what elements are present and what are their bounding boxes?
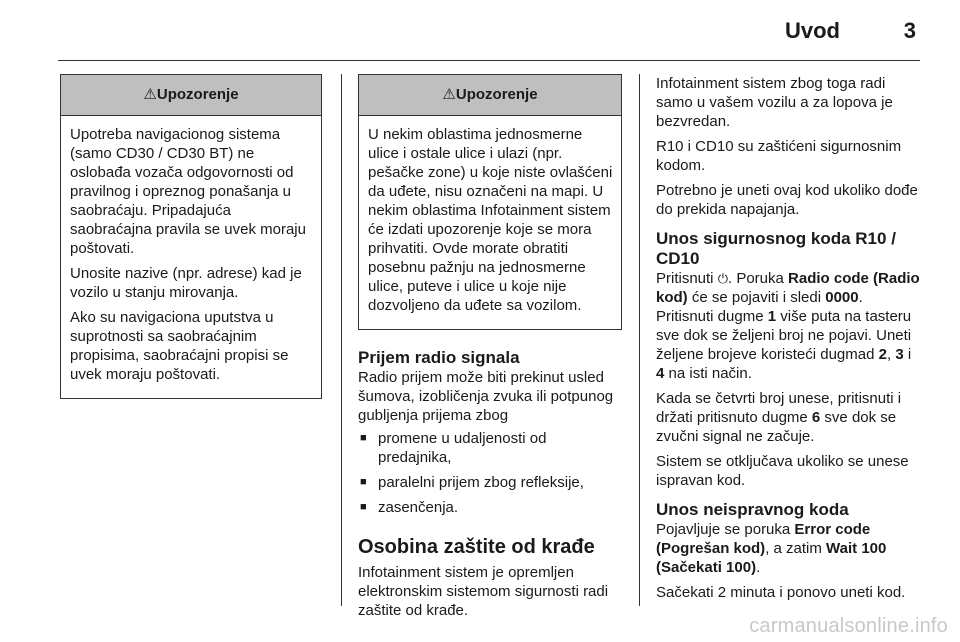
section-heading: Unos neispravnog koda <box>656 500 849 519</box>
warning-header <box>359 75 621 116</box>
section-heading: Osobina zaštite od krađe <box>358 536 595 558</box>
section-heading: Prijem radio signala <box>358 348 520 367</box>
warning-paragraph: U nekim oblastima jednosmerne ulice i ostale ulice i ulazi (npr. pešačke zone) u koje niste ovlašćeni da uđete, nisu označeni na mapi. U nekim oblastima Infotainment sistem će izdati upozorenje koje se mora prihvatiti. Ovde morate obratiti posebnu pažnju na jednosmerne ulice, puteve i ulice u koje nije dozvoljeno da uđete sa vozilom. <box>368 126 613 314</box>
section-text: Radio prijem može biti prekinut usled šumova, izobličenja zvuka ili potpunog gubljenja prijema zbog <box>358 369 614 424</box>
display-message: Radio code (Radio kod) <box>656 270 920 306</box>
column-divider <box>639 74 640 606</box>
display-message: Wait 100 (Sačekati 100) <box>656 540 887 576</box>
warning-header <box>61 75 321 116</box>
right-column <box>656 74 922 608</box>
warning-box-one-way <box>358 74 622 330</box>
section-theft <box>358 535 622 620</box>
warning-paragraph: Unosite nazive (npr. adrese) kad je vozilo u stanju mirovanja. <box>70 265 302 301</box>
list-item: ■ zasenčenja. <box>358 498 622 517</box>
list-item: ■ paralelni prijem zbog refleksije, <box>358 473 622 492</box>
paragraph: Kada se četvrti broj unese, pritisnuti i držati pritisnuto dugme 6 sve dok se zvučni signal ne začuje. <box>656 390 902 445</box>
warning-title: Upozorenje <box>156 86 239 103</box>
middle-column <box>358 74 622 620</box>
header-divider <box>58 60 920 61</box>
section-heading: Unos sigurnosnog koda R10 / CD10 <box>656 229 896 268</box>
section-code-entry <box>656 229 922 490</box>
warning-triangle-icon: ⚠ <box>442 86 456 103</box>
column-divider <box>341 74 342 606</box>
paragraph: Sačekati 2 minuta i ponovo uneti kod. <box>656 584 906 601</box>
warning-body <box>61 116 321 398</box>
paragraph: Infotainment sistem zbog toga radi samo u vašem vozilu a za lopova je bezvredan. <box>656 75 893 130</box>
display-message: Error code (Pogrešan kod) <box>656 521 871 557</box>
paragraph: Potrebno je uneti ovaj kod ukoliko dođe do prekida napajanja. <box>656 182 918 218</box>
warning-title: Upozorenje <box>455 86 538 103</box>
paragraph: R10 i CD10 su zaštićeni sigurnosnim kodom. <box>656 138 902 174</box>
warning-paragraph: Ako su navigaciona uputstva u suprotnosti sa saobraćajnim propisima, saobraćajni propisi se uvek moraju poštovati. <box>70 309 289 383</box>
reception-list <box>358 429 622 517</box>
warning-paragraph: Upotreba navigacionog sistema (samo CD30 / CD30 BT) ne oslobađa vozača odgovornosti od pravilnog i opreznog ponašanja u saobraćaju. Pripadajuća saobraćajna pravila se uvek moraju poštovati. <box>70 126 306 257</box>
paragraph: Pojavljuje se poruka Error code (Pogrešan kod), a zatim Wait 100 (Sačekati 100). <box>656 521 887 576</box>
watermark: carmanualsonline.info <box>749 615 948 637</box>
section-text: Infotainment sistem je opremljen elektronskim sistemom sigurnosti radi zaštite od krađe. <box>358 564 609 619</box>
left-column <box>60 74 322 399</box>
page-title: Uvod <box>785 18 840 43</box>
paragraph: Sistem se otključava ukoliko se unese ispravan kod. <box>656 453 909 489</box>
section-wrong-code <box>656 500 922 602</box>
power-knob-icon: ⏻ <box>717 271 728 286</box>
page-number: 3 <box>903 18 916 43</box>
warning-box-navigation <box>60 74 322 399</box>
warning-triangle-icon: ⚠ <box>143 86 157 103</box>
list-item: ■ promene u udaljenosti od predajnika, <box>358 429 622 467</box>
section-reception <box>358 348 622 517</box>
paragraph: Pritisnuti ⏻. Poruka Radio code (Radio kod) će se pojaviti i sledi 0000. Pritisnuti dugme 1 više puta na tasteru sve dok se željeni broj ne pojavi. Uneti željene brojeve koristeći dugmad 2, 3 i 4 na isti način. <box>656 270 920 382</box>
warning-body <box>359 116 621 329</box>
